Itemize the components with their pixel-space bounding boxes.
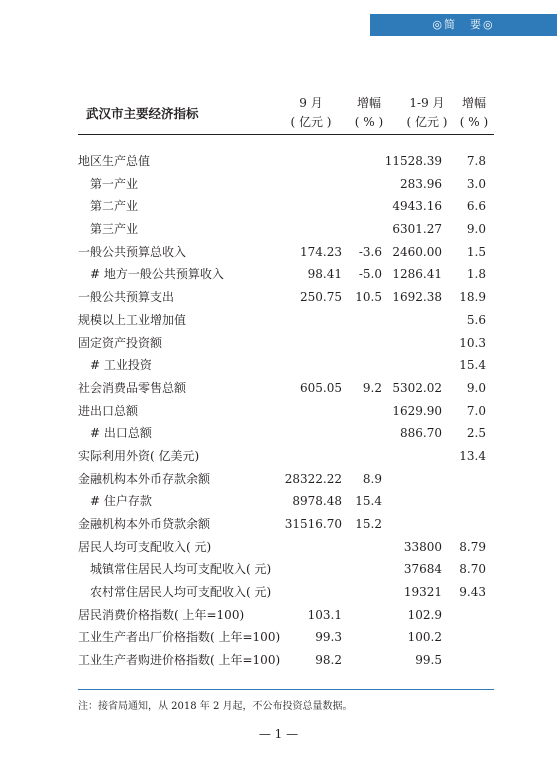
cell-ytd: 99.5: [415, 653, 442, 668]
row-label: 工业生产者购进价格指数( 上年=100): [78, 653, 281, 668]
cell-sep: 174.23: [300, 244, 342, 259]
cell-ytd-growth: 7.8: [466, 154, 486, 168]
table-row: [78, 332, 494, 355]
row-label: 第二产业: [90, 199, 139, 214]
row-label: # 出口总额: [90, 426, 152, 441]
row-label: 一般公共预算支出: [78, 290, 175, 305]
cell-sep-growth: -5.0: [358, 267, 382, 282]
table-row: [78, 263, 494, 286]
cell-ytd: 37684: [403, 562, 442, 577]
footer-divider: [78, 689, 494, 690]
row-label: 城镇常住居民人均可支配收入( 元): [90, 562, 272, 577]
row-label: 工业生产者出厂价格指数( 上年=100): [78, 630, 281, 645]
footnote: 注：接省局通知，从 2018 年 2 月起，不公布投资总量数据。: [78, 701, 353, 712]
table-row: [78, 150, 494, 173]
table-row: [78, 490, 494, 513]
table-row: [78, 309, 494, 332]
table-row: [78, 400, 494, 423]
cell-ytd: 1692.38: [392, 290, 442, 305]
table-row: [78, 377, 494, 400]
cell-ytd-growth: 18.9: [459, 290, 486, 305]
row-label: # 住户存款: [90, 494, 152, 509]
cell-ytd: 886.70: [400, 426, 442, 441]
table-row: [78, 422, 494, 445]
table-row: [78, 626, 494, 649]
cell-sep: 250.75: [300, 290, 342, 305]
cell-ytd-growth: 9.43: [459, 585, 486, 600]
table-row: [78, 195, 494, 218]
cell-ytd-growth: 8.70: [459, 562, 486, 577]
cell-ytd-growth: 9.0: [466, 380, 486, 395]
cell-sep: 103.1: [307, 607, 342, 622]
col-header-ytd-growth: [454, 94, 494, 132]
cell-ytd-growth: 2.5: [466, 426, 486, 441]
table-row: [78, 241, 494, 264]
table-row: [78, 286, 494, 309]
cell-ytd: 283.96: [400, 176, 442, 191]
row-label: 居民人均可支配收入( 元): [78, 539, 212, 554]
cell-ytd-growth: 13.4: [459, 448, 486, 463]
row-label: 金融机构本外币贷款余额: [78, 517, 211, 531]
cell-ytd-growth: 3.0: [466, 176, 486, 191]
cell-ytd-growth: 15.4: [459, 358, 486, 373]
cell-ytd: 33800: [403, 539, 442, 554]
cell-ytd: 6301.27: [392, 222, 442, 237]
cell-ytd: 5302.02: [392, 380, 442, 395]
col-header-sep-label: 9 月: [299, 96, 323, 110]
col-header-sep-growth: [346, 94, 392, 132]
page-number: — 1 —: [258, 727, 299, 741]
cell-sep-growth: 15.4: [355, 494, 382, 509]
table-row: [78, 468, 494, 491]
cell-ytd: 11528.39: [384, 154, 442, 168]
table-row: [78, 354, 494, 377]
row-label: 规模以上工业增加值: [78, 312, 187, 327]
header-divider: [78, 134, 494, 135]
cell-sep: 99.3: [315, 630, 342, 645]
col-header-ytd-unit: ( 亿元 ): [406, 115, 448, 129]
row-label: 一般公共预算总收入: [78, 244, 187, 259]
cell-sep-growth: -3.6: [358, 244, 382, 259]
cell-ytd: 100.2: [407, 630, 442, 645]
cell-ytd: 4943.16: [392, 199, 442, 214]
cell-ytd: 19321: [403, 585, 442, 600]
col-header-ytd: [396, 94, 458, 132]
row-label: # 工业投资: [90, 358, 152, 373]
table-row: [78, 218, 494, 241]
cell-sep-growth: 10.5: [355, 290, 382, 305]
cell-sep-growth: 9.2: [362, 380, 382, 395]
col-header-ytd-growth-label: 增幅: [461, 96, 486, 110]
cell-ytd-growth: 9.0: [466, 222, 486, 237]
cell-ytd-growth: 8.79: [459, 539, 486, 554]
row-label: 第一产业: [90, 176, 139, 191]
cell-sep: 98.2: [315, 653, 342, 668]
cell-sep: 28322.22: [284, 471, 342, 486]
table-row: [78, 536, 494, 559]
row-label: 实际利用外资( 亿美元): [78, 448, 200, 463]
row-label: 金融机构本外币存款余额: [78, 471, 211, 486]
col-header-ytd-growth-unit: ( % ): [459, 115, 489, 129]
cell-sep: 605.05: [300, 380, 342, 395]
cell-ytd-growth: 1.5: [466, 244, 486, 259]
col-header-sep-growth-label: 增幅: [356, 96, 381, 110]
row-label: 第三产业: [90, 222, 139, 237]
cell-ytd: 1286.41: [392, 267, 442, 282]
cell-ytd-growth: 5.6: [466, 312, 486, 327]
row-label: 固定资产投资额: [78, 335, 163, 350]
cell-sep-growth: 8.9: [362, 471, 382, 486]
table-row: [78, 604, 494, 627]
col-header-sep-unit: ( 亿元 ): [290, 115, 332, 129]
cell-sep: 98.41: [307, 267, 342, 282]
cell-sep: 31516.70: [284, 517, 342, 531]
indicator-table: [78, 150, 494, 672]
table-row: [78, 581, 494, 604]
cell-sep: 8978.48: [292, 494, 342, 509]
cell-ytd-growth: 6.6: [466, 199, 486, 214]
table-header: [78, 94, 494, 132]
row-label: 社会消费品零售总额: [78, 380, 187, 395]
row-label: 居民消费价格指数( 上年=100): [78, 607, 245, 622]
col-header-ytd-label: 1-9 月: [409, 96, 445, 110]
col-header-sep: [276, 94, 346, 132]
table-row: [78, 173, 494, 196]
cell-ytd-growth: 7.0: [466, 403, 486, 418]
col-header-sep-growth-unit: ( % ): [354, 115, 384, 129]
row-label: 地区生产总值: [78, 154, 151, 168]
cell-ytd: 102.9: [407, 607, 442, 622]
table-title: 武汉市主要经济指标: [86, 106, 199, 121]
cell-ytd: 1629.90: [392, 403, 442, 418]
cell-ytd-growth: 10.3: [459, 335, 486, 350]
section-tab: ◎简 要◎: [370, 14, 557, 36]
row-label: 进出口总额: [78, 403, 139, 418]
cell-ytd: 2460.00: [392, 244, 442, 259]
cell-ytd-growth: 1.8: [466, 267, 486, 282]
cell-sep-growth: 15.2: [355, 517, 382, 531]
row-label: # 地方一般公共预算收入: [90, 267, 224, 282]
row-label: 农村常住居民人均可支配收入( 元): [90, 585, 272, 600]
table-row: [78, 445, 494, 468]
table-row: [78, 649, 494, 672]
table-row: [78, 558, 494, 581]
table-row: [78, 513, 494, 536]
